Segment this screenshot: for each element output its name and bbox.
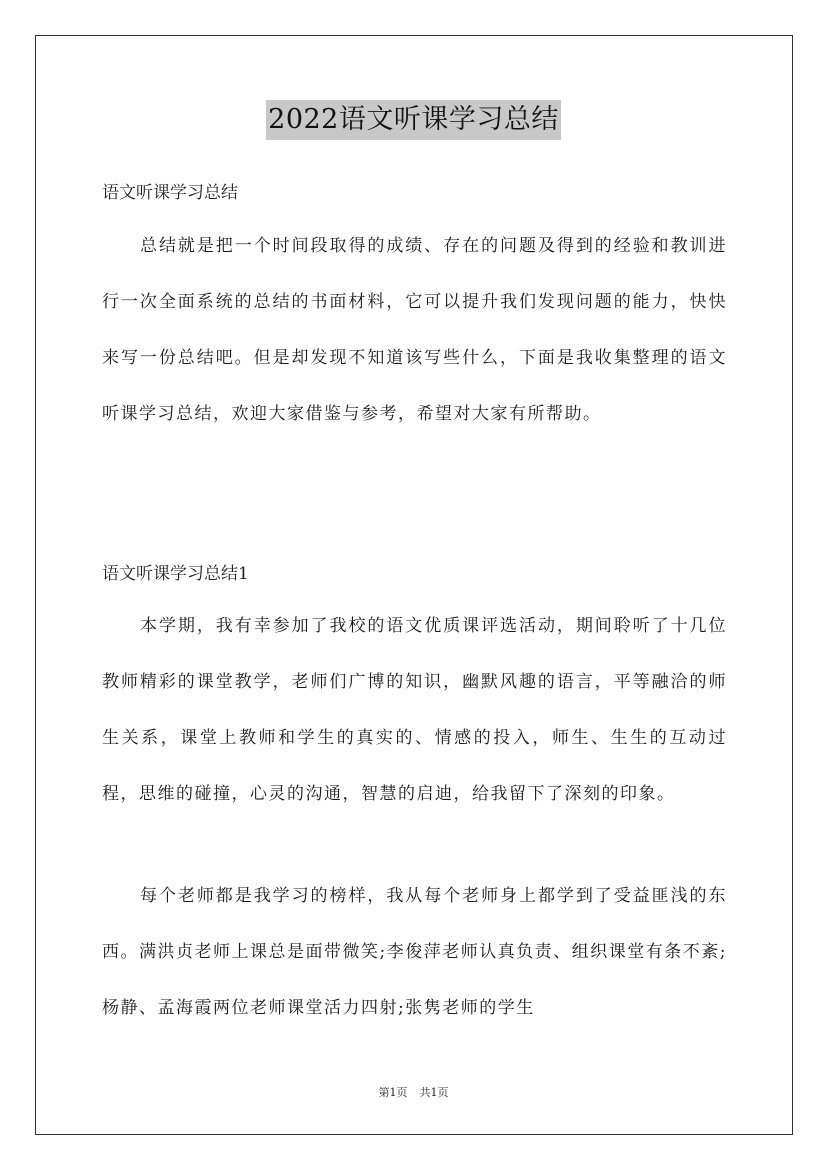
document-title: 2022语文听课学习总结 (266, 100, 561, 140)
intro-paragraph: 总结就是把一个时间段取得的成绩、存在的问题及得到的经验和教训进行一次全面系统的总结的书面材料，它可以提升我们发现问题的能力，快快来写一份总结吧。但是却发现不知道该写些什么，下面是我收集整理的语文听课学习总结，欢迎大家借鉴与参考，希望对大家有所帮助。 (102, 236, 727, 424)
title-container (0, 100, 827, 140)
page-number: 第1页 (378, 1086, 408, 1099)
body-paragraph-1: 本学期，我有幸参加了我校的语文优质课评选活动，期间聆听了十几位教师精彩的课堂教学，老师们广博的知识，幽默风趣的语言，平等融洽的师生关系，课堂上教师和学生的真实的、情感的投入，师生、生生的互动过程，思维的碰撞，心灵的沟通，智慧的启迪，给我留下了深刻的印象。 (102, 616, 727, 804)
body-paragraph-2: 每个老师都是我学习的榜样，我从每个老师身上都学到了受益匪浅的东西。满洪贞老师上课总是面带微笑;李俊萍老师认真负责、组织课堂有条不紊;杨静、孟海霞两位老师课堂活力四射;张隽老师的学生 (102, 886, 727, 1018)
section-heading: 语文听课学习总结1 (102, 564, 249, 584)
page-total: 共1页 (419, 1086, 449, 1099)
page-footer (0, 1085, 827, 1101)
document-subtitle: 语文听课学习总结 (102, 183, 238, 203)
